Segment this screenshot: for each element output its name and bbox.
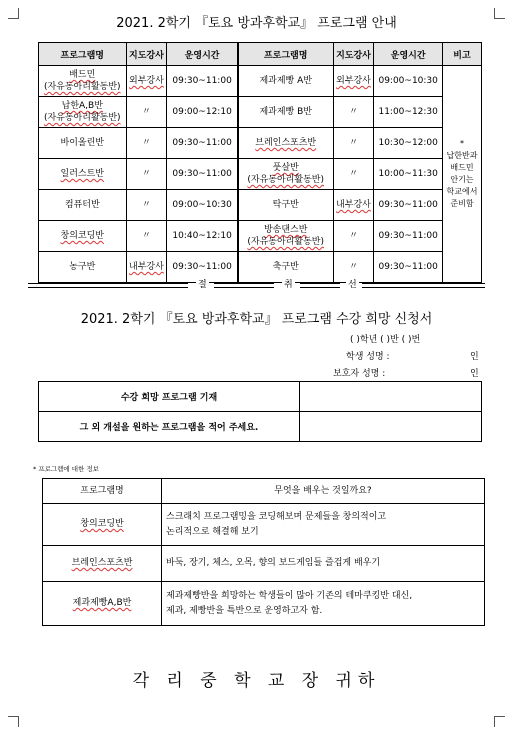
instructor: 내부강사 — [336, 200, 371, 210]
info-desc-line: 스크래치 프로그램밍을 코딩해보며 문제들을 창의적이고 — [166, 511, 387, 522]
instructor: 외부강사 — [336, 76, 371, 86]
remarks-line: 학교에서 — [446, 187, 478, 196]
program-guide-title: 2021. 2학기 『토요 방과후학교』 프로그램 안내 — [116, 16, 397, 31]
program-name: 제과제빵 A반 — [259, 76, 312, 86]
application-title: 2021. 2학기 『토요 방과후학교』 프로그램 수강 희망 신청서 — [80, 312, 433, 327]
run-time: 09:30~11:00 — [172, 76, 232, 86]
program-row — [39, 221, 482, 252]
other-program-label: 그 외 개설을 원하는 프로그램을 적어 주세요. — [39, 412, 300, 442]
program-row — [39, 128, 482, 159]
program-table — [38, 42, 482, 283]
instructor: 〃 — [141, 107, 151, 117]
program-name: 바이올린반 — [60, 138, 104, 148]
info-desc-line: 논리적으로 해결해 보기 — [166, 526, 259, 537]
run-time: 10:00~11:30 — [378, 169, 438, 179]
program-name: 컴퓨터반 — [64, 200, 100, 210]
program-name: 제과제빵 B반 — [259, 107, 312, 117]
instructor: 〃 — [348, 138, 358, 148]
header-time: 운영시간 — [167, 43, 238, 66]
remarks-line: * — [460, 139, 464, 148]
run-time: 09:30~11:00 — [172, 138, 232, 148]
program-name: 탁구반 — [272, 200, 299, 210]
instructor: 〃 — [348, 231, 358, 241]
info-header-desc: 무엇을 배우는 것일까요? — [162, 479, 485, 504]
other-program-field[interactable] — [300, 412, 482, 442]
info-header-name: 프로그램명 — [43, 479, 162, 504]
instructor: 내부강사 — [129, 262, 164, 272]
program-subtitle: (자유동아리활동반) — [43, 82, 121, 92]
student-seal: 인 — [470, 352, 479, 362]
instructor: 〃 — [141, 231, 151, 241]
remarks-line: 준비함 — [450, 199, 474, 208]
run-time: 09:30~11:00 — [172, 169, 232, 179]
program-row — [39, 159, 482, 190]
principal-address: 각 리 중 학 교 장 귀하 — [132, 671, 381, 691]
desired-program-label: 수강 희망 프로그램 기재 — [39, 382, 300, 412]
program-info-heading: * 프로그램에 대한 정보 — [33, 465, 99, 473]
instructor: 〃 — [348, 169, 358, 179]
remarks-line: 납한반과 — [446, 151, 478, 160]
info-program-name: 창의코딩반 — [80, 519, 124, 529]
program-row — [39, 252, 482, 283]
header-program-name-2: 프로그램명 — [238, 43, 333, 66]
remarks-line: 배드민 — [450, 163, 474, 172]
program-name: 축구반 — [272, 262, 299, 272]
header-instructor-2: 지도강사 — [333, 43, 374, 66]
grade-class-number: ( )학년 ( )반 ( )번 — [350, 335, 421, 345]
cut-line — [28, 280, 485, 290]
instructor: 〃 — [141, 138, 151, 148]
crop-mark-bottom-right — [494, 716, 505, 727]
header-time-2: 운영시간 — [374, 43, 443, 66]
run-time: 10:40~12:10 — [172, 231, 232, 241]
run-time: 09:30~11:00 — [172, 262, 232, 272]
program-row — [39, 97, 482, 128]
program-name: 농구반 — [69, 262, 96, 272]
student-name-label: 학생 성명 : — [346, 352, 390, 362]
run-time: 09:30~11:00 — [378, 231, 438, 241]
info-program-name: 브레인스포츠반 — [71, 558, 133, 568]
run-time: 09:00~10:30 — [378, 76, 438, 86]
cut-line-char: 취 — [282, 277, 295, 290]
program-name: 배드민 — [69, 70, 96, 80]
header-program-name: 프로그램명 — [39, 43, 127, 66]
program-row — [39, 66, 482, 97]
run-time: 11:00~12:30 — [378, 107, 438, 117]
cut-line-char: 절 — [196, 277, 209, 290]
run-time: 09:30~11:00 — [378, 200, 438, 210]
crop-mark-bottom-left — [8, 716, 19, 727]
program-name: 풋살반 — [272, 163, 299, 173]
parent-name-label: 보호자 성명 : — [333, 369, 386, 379]
program-subtitle: (자유동아리활동반) — [247, 237, 324, 247]
program-row — [39, 190, 482, 221]
instructor: 〃 — [141, 200, 151, 210]
header-remarks: 비고 — [443, 43, 482, 66]
instructor: 외부강사 — [129, 76, 164, 86]
application-table — [38, 381, 482, 442]
instructor: 〃 — [348, 262, 358, 272]
desired-program-field[interactable] — [300, 382, 482, 412]
program-table-header — [39, 43, 482, 66]
program-subtitle: (자유동아리활동반) — [247, 175, 324, 185]
program-subtitle: (자유동아리활동반) — [43, 113, 121, 123]
info-program-name: 제과제빵A,B반 — [72, 598, 132, 608]
instructor: 〃 — [141, 169, 151, 179]
info-desc-line: 제과, 제빵반을 특반으로 운영하고자 함. — [166, 605, 323, 616]
program-name: 일러스트반 — [60, 169, 104, 179]
program-info-table — [42, 478, 485, 626]
remarks-note — [443, 66, 482, 283]
run-time: 09:00~10:30 — [172, 200, 232, 210]
info-desc-line: 바둑, 장기, 체스, 오목, 향의 보드게임들 즐겁게 배우기 — [166, 558, 381, 568]
run-time: 09:00~12:10 — [172, 107, 232, 117]
parent-seal: 인 — [470, 369, 479, 379]
remarks-line: 안기는 — [450, 175, 474, 184]
run-time: 09:30~11:00 — [378, 262, 438, 272]
program-name: 창의코딩반 — [60, 231, 104, 241]
header-instructor: 지도강사 — [126, 43, 167, 66]
program-name: 납한A,B반 — [61, 101, 103, 111]
run-time: 10:30~12:00 — [378, 138, 438, 148]
info-desc-line: 제과제빵반을 희망하는 학생들이 많아 기존의 테마쿠킹반 대신, — [166, 590, 413, 601]
instructor: 〃 — [348, 107, 358, 117]
program-name: 방송댄스반 — [263, 225, 308, 235]
cut-line-char: 선 — [346, 277, 359, 290]
program-name: 브레인스포츠반 — [255, 138, 317, 148]
